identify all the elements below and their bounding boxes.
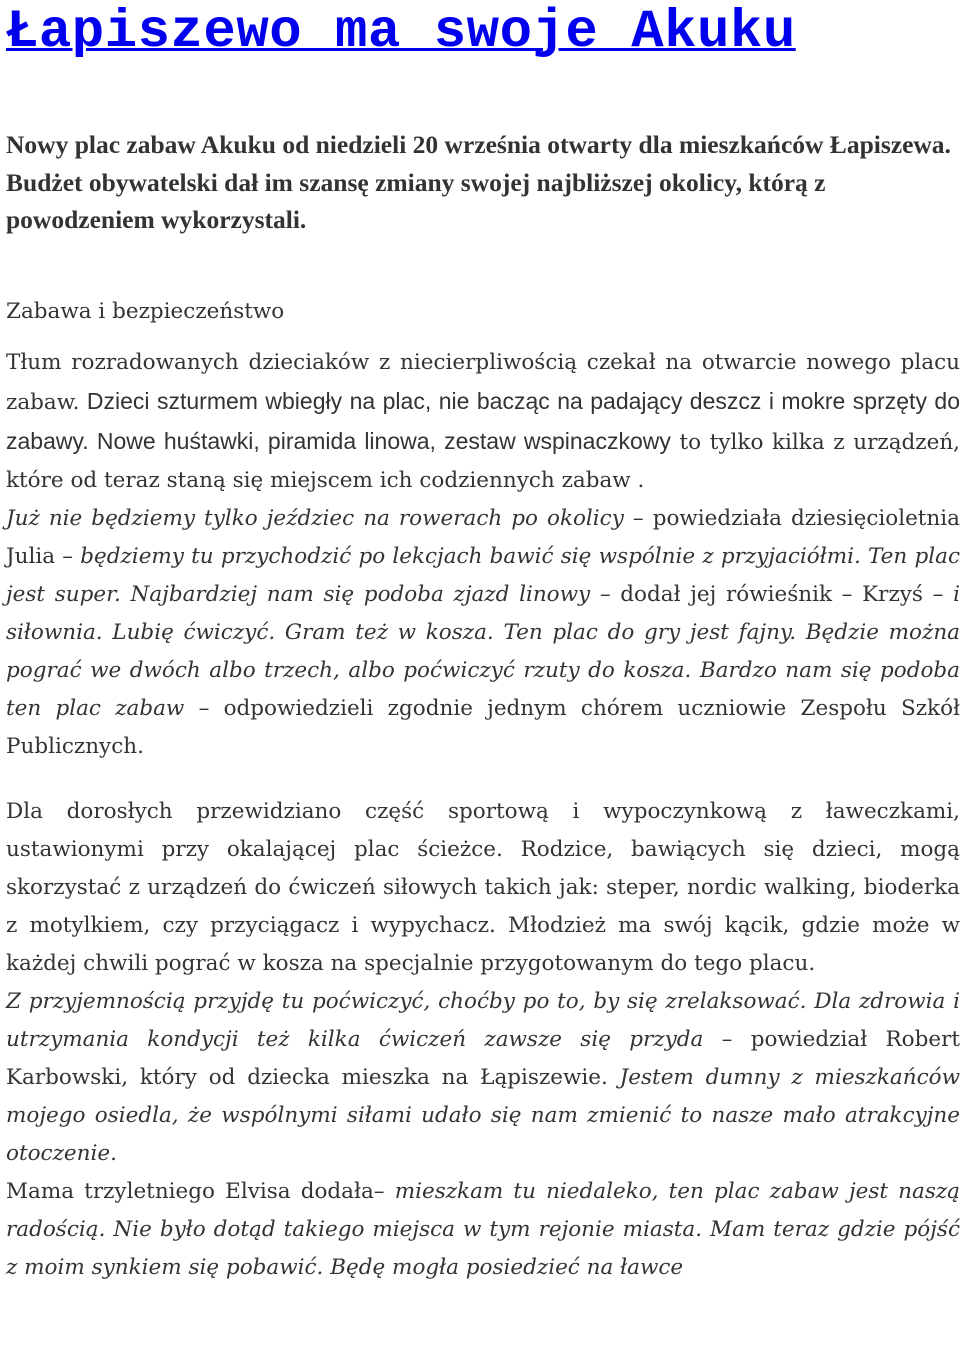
p2-sentence-1: Dla dorosłych przewidziano część sportową i wypoczynkową z ławeczkami, ustawionymi przy okalającej plac ścieżce. Rodzice, bawiących się dzieci, mogą skorzystać z urządzeń do ćwiczeń siłowych takich jak: steper, nordic walking, bioderka z motylkiem, czy przyciągacz i wypychacz. Młodzież ma swój kącik, gdzie może w każdej chwili pograć w kosza na specjalnie przygotowanym do tego placu. (6, 798, 960, 976)
article-title-link[interactable]: Łapiszewo ma swoje Akuku (6, 2, 796, 63)
p2-quote-1: Z przyjemnością przyjdę tu poćwiczyć, choćby po to, by się zrelaksować. Dla zdrowia i utrzymania kondycji też kilka ćwiczeń zawsze się przyda (6, 988, 960, 1052)
p1-attribution-1: – powiedziała dziesięcioletnia Julia – (6, 505, 960, 569)
p1-sentence-3: to tylko kilka z urządzeń, które od teraz staną się miejscem ich codziennych zabaw . (6, 429, 960, 493)
p1-sentence-1: Tłum rozradowanych dzieciaków z niecierpliwością czekał na otwarcie nowego placu zabaw. (6, 349, 960, 415)
p2-quote-2: Jestem dumny z mieszkańców mojego osiedla, że wspólnymi siłami udało się nam zmienić to nasze mało atrakcyjne otoczenie. (6, 1064, 960, 1166)
p2-quote-3: mieszkam tu niedaleko, ten plac zabaw jest naszą radością. Nie było dotąd takiego miejsca w tym rejonie miasta. Mam teraz gdzie pójść z moim synkiem się pobawić. Będę mogła posiedzieć na ławce (6, 1178, 960, 1280)
paragraph-1 (6, 344, 960, 766)
paragraph-2 (6, 793, 960, 1287)
p1-attribution-2: – dodał jej rówieśnik – Krzyś – (590, 581, 954, 607)
section-heading: Zabawa i bezpieczeństwo (6, 298, 285, 324)
p1-attribution-3: – odpowiedzieli zgodnie jednym chórem uczniowie Zespołu Szkół Publicznych. (6, 695, 960, 759)
p1-sentence-2: Dzieci szturmem wbiegły na plac, nie bacząc na padający deszcz i mokre sprzęty do zabawy. Nowe huśtawki, piramida linowa, zestaw wspinaczkowy (6, 387, 960, 454)
p1-quote-2: będziemy tu przychodzić po lekcjach bawić się wspólnie z przyjaciółmi. Ten plac jest super. Najbardziej nam się podoba zjazd linowy (6, 543, 960, 607)
article-lead: Nowy plac zabaw Akuku od niedzieli 20 września otwarty dla mieszkańców Łapiszewa. Budżet obywatelski dał im szansę zmiany swojej najbliższej okolicy, którą z powodzeniem wykorzystali. (6, 130, 951, 234)
p1-quote-1: Już nie będziemy tylko jeździec na rowerach po okolicy (6, 505, 624, 531)
p1-quote-3: i siłownia. Lubię ćwiczyć. Gram też w kosza. Ten plac do gry jest fajny. Będzie można pograć we dwóch albo trzech, albo poćwiczyć rzuty do kosza. Bardzo nam się podoba ten plac zabaw (6, 581, 960, 721)
p2-attribution-1: – powiedział Robert Karbowski, który od dziecka mieszka na Łąpiszewie. (6, 1026, 960, 1090)
p2-attribution-2: Mama trzyletniego Elvisa dodała– (6, 1178, 395, 1204)
